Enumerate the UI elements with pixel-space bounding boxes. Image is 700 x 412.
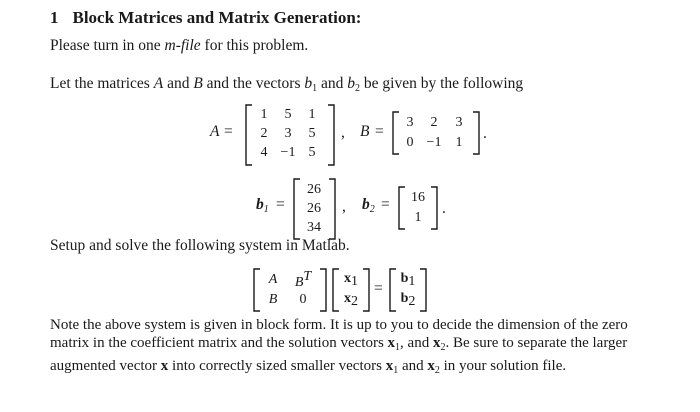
vector-b2-equals: = — [381, 196, 390, 213]
block-A: A — [268, 272, 278, 287]
subscript: 2 — [351, 293, 358, 309]
matrix-A-cell: 5 — [284, 106, 292, 122]
setup-instruction: Setup and solve the following system in Matlab. — [50, 237, 350, 254]
matrix-B-cell: 3 — [455, 115, 463, 130]
intro-sentence — [50, 75, 523, 94]
subscript: 1 — [408, 273, 416, 289]
matrix-A-cell: −1 — [280, 144, 296, 160]
b2-entry — [401, 291, 416, 310]
note-paragraph — [50, 316, 670, 380]
subscript: 1 — [312, 83, 318, 94]
subscript: 1 — [263, 204, 269, 215]
matrix-A-cell: 1 — [260, 106, 268, 122]
matrix-A-cell: 1 — [308, 106, 316, 122]
symbol-b: b — [256, 196, 264, 213]
note-text: , and — [400, 335, 433, 351]
system-x-right-bracket — [361, 268, 371, 312]
matrix-B-cell: 1 — [455, 135, 463, 150]
x2-entry — [344, 291, 358, 310]
note-text: in your solution file. — [439, 358, 567, 374]
matrix-A-cell: 2 — [260, 125, 268, 141]
block-B: B — [268, 292, 278, 307]
vector-b1-equals: = — [276, 196, 285, 213]
matrix-A-cell: 3 — [284, 125, 292, 141]
symbol-x: x — [387, 335, 396, 351]
intro-text: and — [317, 75, 348, 92]
vector-b1-cell: 26 — [307, 200, 321, 216]
symbol-b1: b — [304, 75, 313, 92]
matrix-B-equals: = — [375, 123, 384, 140]
system-unknown-vector — [339, 270, 363, 310]
symbol-x: x — [160, 358, 169, 374]
symbol-B: B — [294, 275, 304, 290]
subscript: 2 — [355, 83, 361, 94]
matrix-B-cell: 3 — [406, 115, 414, 130]
subscript: 2 — [434, 365, 440, 376]
vector-b1-label — [256, 196, 269, 215]
x1-entry — [344, 271, 358, 290]
matrix-B-grid — [399, 113, 473, 153]
subscript: 2 — [408, 293, 416, 309]
symbol-x: x — [432, 335, 441, 351]
vector-b1-cell: 26 — [307, 181, 321, 197]
system-rhs-vector — [396, 270, 420, 310]
subscript: 1 — [395, 342, 401, 353]
matrix-A-cell: 5 — [308, 144, 316, 160]
vector-b1-values — [299, 180, 329, 238]
vector-b2-cell: 16 — [411, 190, 425, 205]
turn-in-instruction — [50, 37, 308, 55]
matrix-A-right-bracket — [326, 104, 336, 166]
matrix-comma: , — [341, 124, 345, 141]
turn-in-text: Please turn in one — [50, 37, 165, 54]
section-number: 1 — [50, 8, 59, 27]
symbol-A: A — [153, 75, 164, 92]
symbol-x: x — [385, 358, 394, 374]
block-BT — [295, 269, 311, 291]
matrix-B-label: B — [360, 123, 370, 140]
note-text: and — [398, 358, 428, 374]
subscript: 1 — [393, 365, 399, 376]
vector-b2-label — [362, 196, 375, 215]
matrix-A-equals: = — [224, 123, 233, 140]
matrix-B-cell: 2 — [430, 115, 438, 130]
symbol-b: b — [400, 290, 409, 306]
system-equals: = — [374, 280, 383, 297]
intro-text: Let the matrices — [50, 75, 154, 92]
system-coef-right-bracket — [318, 268, 328, 312]
intro-text: and the vectors — [202, 75, 305, 92]
subscript: 1 — [351, 273, 358, 289]
note-text: . Be sure to separate the larger augmented vector — [50, 335, 628, 374]
subscript: 2 — [440, 342, 446, 353]
symbol-x: x — [344, 270, 351, 286]
symbol-b: b — [362, 196, 370, 213]
symbol-x: x — [344, 290, 351, 306]
matrix-A-cell: 5 — [308, 125, 316, 141]
intro-text: and — [163, 75, 194, 92]
matrix-B-period: . — [483, 125, 487, 142]
matrix-B-right-bracket — [471, 111, 481, 155]
section-title: Block Matrices and Matrix Generation: — [72, 8, 362, 27]
matrix-A-grid — [252, 105, 328, 163]
block-zero: 0 — [299, 292, 307, 307]
vector-b2-period: . — [442, 200, 446, 217]
vector-b2-right-bracket — [429, 186, 439, 230]
m-file-text: m-file — [164, 37, 201, 54]
subscript: 2 — [369, 204, 375, 215]
symbol-b: b — [400, 270, 409, 286]
note-text: Note the above system is given in block form. It is up to you to decide the dimension of the zero matrix in the coefficient matrix and the solution vectors — [50, 317, 628, 351]
b1-entry — [401, 271, 416, 290]
system-coefficient-matrix — [260, 270, 320, 310]
vector-comma: , — [342, 198, 346, 215]
system-b-right-bracket — [418, 268, 428, 312]
matrix-B-cell: −1 — [426, 135, 442, 150]
section-heading — [50, 8, 361, 28]
vector-b2-cell: 1 — [414, 210, 422, 225]
intro-text: be given by the following — [360, 75, 524, 92]
matrix-A-label: A — [210, 123, 220, 140]
matrix-B-cell: 0 — [406, 135, 414, 150]
symbol-B: B — [193, 75, 203, 92]
superscript: T — [303, 269, 312, 284]
vector-b1-cell: 34 — [307, 219, 321, 235]
symbol-x: x — [427, 358, 435, 374]
turn-in-text-end: for this problem. — [200, 37, 309, 54]
vector-b1-right-bracket — [327, 178, 337, 240]
note-text: into correctly sized smaller vectors — [168, 358, 386, 374]
symbol-b2: b — [347, 75, 356, 92]
matrix-A-cell: 4 — [260, 144, 268, 160]
vector-b2-values — [405, 188, 431, 228]
